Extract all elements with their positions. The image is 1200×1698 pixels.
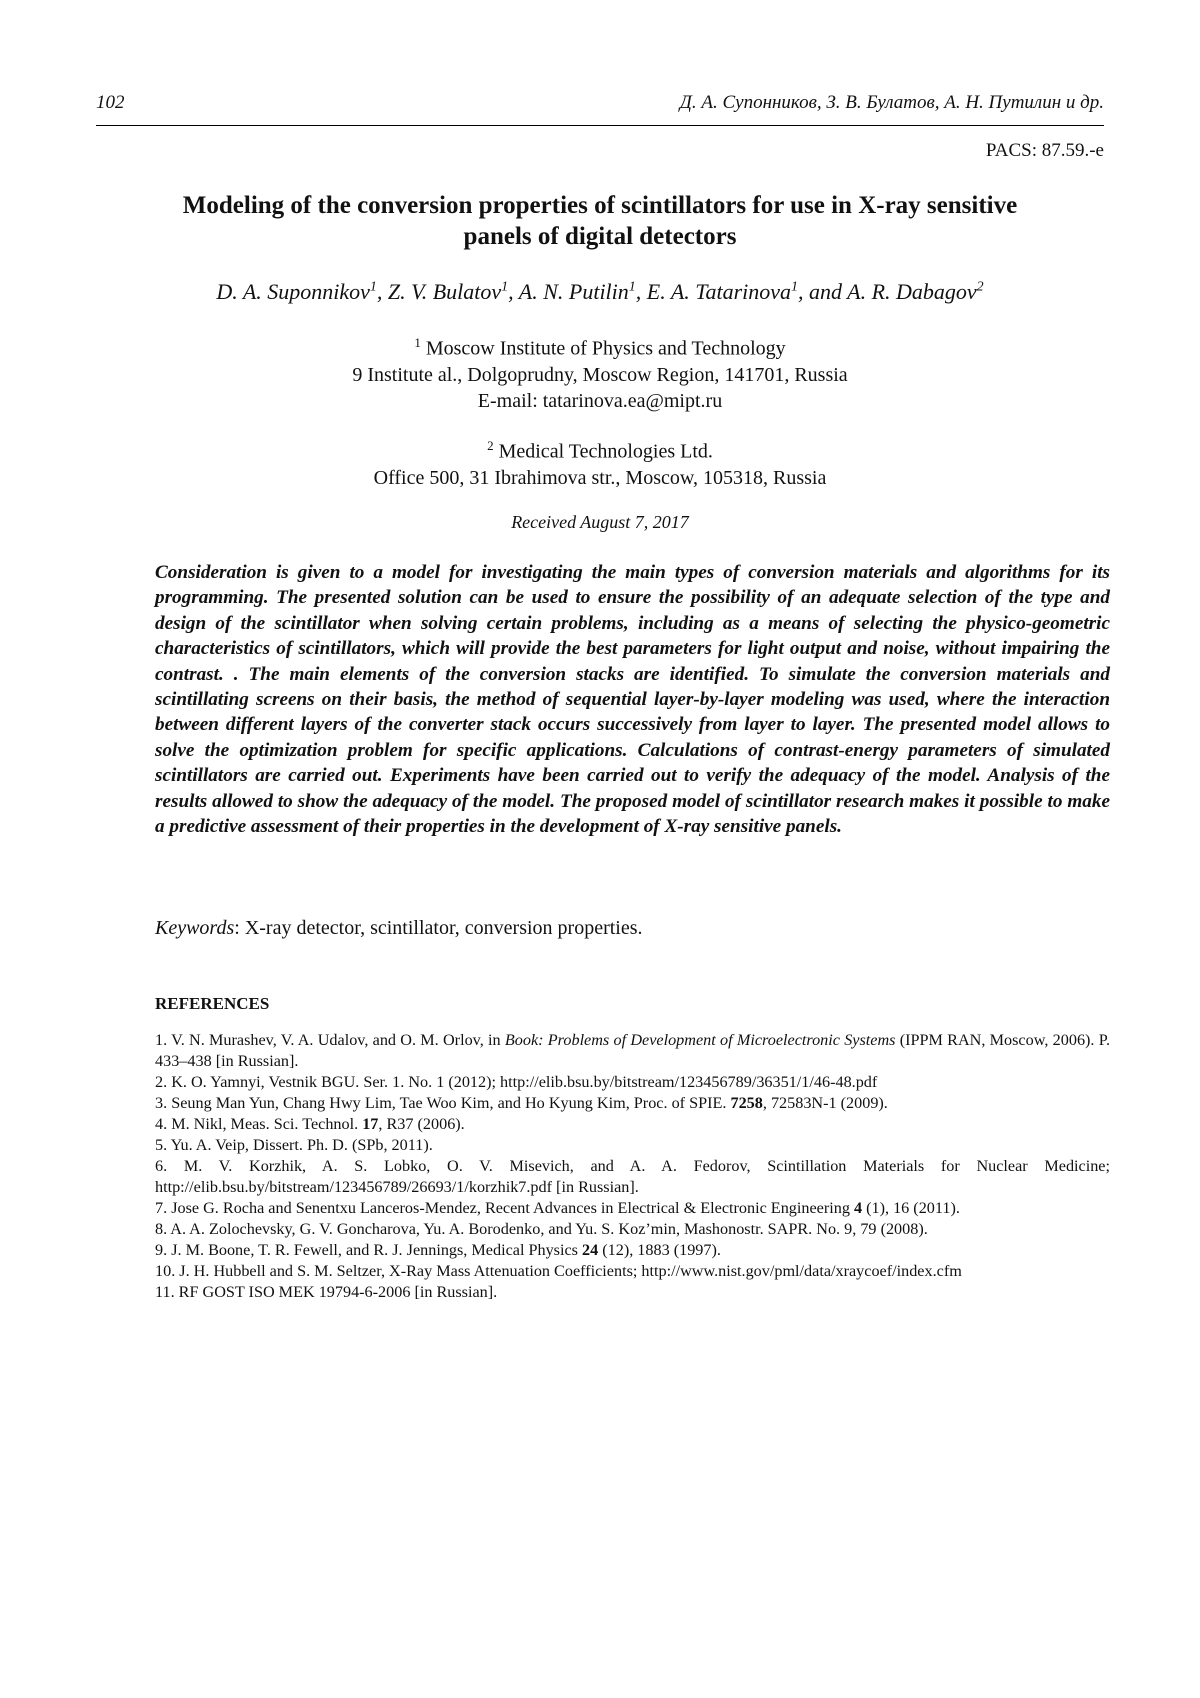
reference-item: [155, 1219, 1110, 1240]
affiliation-name: Medical Technologies Ltd.: [498, 440, 713, 463]
author-separator: ,: [635, 279, 647, 304]
abstract: Consideration is given to a model for investigating the main types of conversion materials and algorithms for its programming. The presented solution can be used to ensure the possibility of an adequate selection of the type and design of the scintillator when solving certain problems, including as a means of selecting the physico-geometric characteristics of scintillators, which will provide the best parameters for light output and noise, without impairing the contrast. . The main elements of the conversion stacks are identified. To simulate the conversion materials and scintillating screens on their basis, the method of sequential layer-by-layer modeling was used, where the interaction between different layers of the converter stack occurs successively from layer to layer. The presented model allows to solve the optimization problem for specific applications. Calculations of contrast-energy parameters of simulated scintillators are carried out. Experiments have been carried out to verify the adequacy of the model. Analysis of the results allowed to show the adequacy of the model. The proposed model of scintillator research makes it possible to make a predictive assessment of their properties in the development of X-ray sensitive panels.: [155, 562, 1110, 838]
reference-volume: 17: [362, 1115, 379, 1133]
author-name: A. N. Putilin: [518, 279, 629, 304]
reference-volume: 7258: [730, 1094, 763, 1112]
reference-text: 3. Seung Man Yun, Chang Hwy Lim, Tae Woo Kim, and Ho Kyung Kim, Proc. of SPIE.: [155, 1094, 731, 1112]
reference-text: 1. V. N. Murashev, V. A. Udalov, and O. M. Orlov, in: [155, 1031, 505, 1049]
author-affiliation-mark: 1: [791, 279, 799, 295]
reference-volume: 4: [853, 1199, 863, 1217]
title-line: panels of digital detectors: [463, 223, 737, 250]
affiliation-number: 2: [487, 438, 494, 453]
reference-item: [155, 1261, 1110, 1282]
affiliation-address: Office 500, 31 Ibrahimova str., Moscow, 105318, Russia: [373, 466, 827, 489]
author-separator: , and: [798, 279, 848, 304]
affiliation-2: [96, 433, 1104, 491]
affiliation-name: Moscow Institute of Physics and Technology: [425, 337, 786, 360]
reference-text: 7. Jose G. Rocha and Senentxu Lanceros-Mendez, Recent Advances in Electrical & Electronic Engineering: [155, 1199, 854, 1217]
reference-text: 10. J. H. Hubbell and S. M. Seltzer, X-Ray Mass Attenuation Coefficients; http://www.nist.gov/pml/data/xraycoef/index.cfm: [155, 1262, 962, 1280]
reference-item: [155, 1030, 1110, 1072]
reference-item: [155, 1135, 1110, 1156]
pacs-code: PACS: 87.59.-e: [985, 140, 1104, 161]
reference-text: 5. Yu. A. Veip, Dissert. Ph. D. (SPb, 2011).: [155, 1136, 433, 1154]
reference-text: (1), 16 (2011).: [862, 1199, 960, 1217]
reference-text: 11. RF GOST ISO MEK 19794-6-2006 [in Russian].: [155, 1283, 498, 1301]
received-date: Received August 7, 2017: [511, 512, 689, 532]
references-heading: REFERENCES: [155, 994, 270, 1013]
reference-text: (12), 1883 (1997).: [598, 1241, 721, 1259]
keywords-label: Keywords: [155, 917, 235, 939]
reference-text: 8. A. A. Zolochevsky, G. V. Goncharova, Yu. A. Borodenko, and Yu. S. Koz’min, Mashonostr. SAPR. No. 9, 79 (2008).: [155, 1220, 928, 1238]
keywords: [155, 917, 1110, 940]
reference-item: [155, 1198, 1110, 1219]
author-affiliation-mark: 1: [628, 279, 636, 295]
reference-item: [155, 1072, 1110, 1093]
reference-text: 6. M. V. Korzhik, A. S. Lobko, O. V. Misevich, and A. A. Fedorov, Scintillation Materials for Nuclear Medicine; http://elib.bsu.by/bitstream/123456789/26693/1/korzhik7.pdf [in Russian].: [155, 1157, 1110, 1196]
reference-item: [155, 1282, 1110, 1303]
author-affiliation-mark: 2: [976, 279, 984, 295]
keywords-text: : X-ray detector, scintillator, conversion properties.: [234, 917, 643, 939]
title-line: Modeling of the conversion properties of scintillators for use in X-ray sensitive: [182, 192, 1018, 219]
header-rule: [96, 125, 1104, 126]
affiliation-number: 1: [414, 335, 421, 350]
reference-text: , 72583N-1 (2009).: [762, 1094, 888, 1112]
author-affiliation-mark: 1: [369, 279, 377, 295]
reference-text: , R37 (2006).: [378, 1115, 465, 1133]
reference-text: 4. M. Nikl, Meas. Sci. Technol.: [155, 1115, 363, 1133]
reference-list: [155, 1030, 1110, 1303]
author-name: E. A. Tatarinova: [646, 279, 792, 304]
reference-item: [155, 1240, 1110, 1261]
author-list: [96, 279, 1104, 305]
affiliation-address: 9 Institute al., Dolgoprudny, Moscow Region, 141701, Russia: [352, 363, 848, 386]
reference-item: [155, 1114, 1110, 1135]
author-name: D. A. Suponnikov: [216, 279, 370, 304]
running-head: [96, 92, 1104, 114]
reference-volume: 24: [582, 1241, 599, 1259]
reference-item: [155, 1156, 1110, 1198]
reference-book-title: Book: Problems of Development of Microelectronic Systems: [504, 1031, 896, 1049]
page-number: 102: [96, 92, 125, 113]
reference-text: 9. J. M. Boone, T. R. Fewell, and R. J. Jennings, Medical Physics: [155, 1241, 583, 1259]
author-name: A. R. Dabagov: [847, 279, 977, 304]
article-title: [110, 190, 1090, 252]
author-name: Z. V. Bulatov: [387, 279, 502, 304]
running-authors: Д. А. Супонников, З. В. Булатов, А. Н. Путилин и др.: [679, 92, 1104, 113]
author-affiliation-mark: 1: [501, 279, 509, 295]
reference-text: 2. K. O. Yamnyi, Vestnik BGU. Ser. 1. No. 1 (2012); http://elib.bsu.by/bitstream/123456789/36351/1/46-48.pdf: [155, 1073, 878, 1091]
reference-item: [155, 1093, 1110, 1114]
author-separator: ,: [508, 279, 519, 304]
author-separator: ,: [376, 279, 388, 304]
affiliation-1: [96, 330, 1104, 414]
reference-text: (IPPM RAN, Moscow, 2006). P. 433–438 [in Russian].: [155, 1031, 1110, 1070]
affiliation-email: E-mail: tatarinova.ea@mipt.ru: [477, 389, 723, 412]
